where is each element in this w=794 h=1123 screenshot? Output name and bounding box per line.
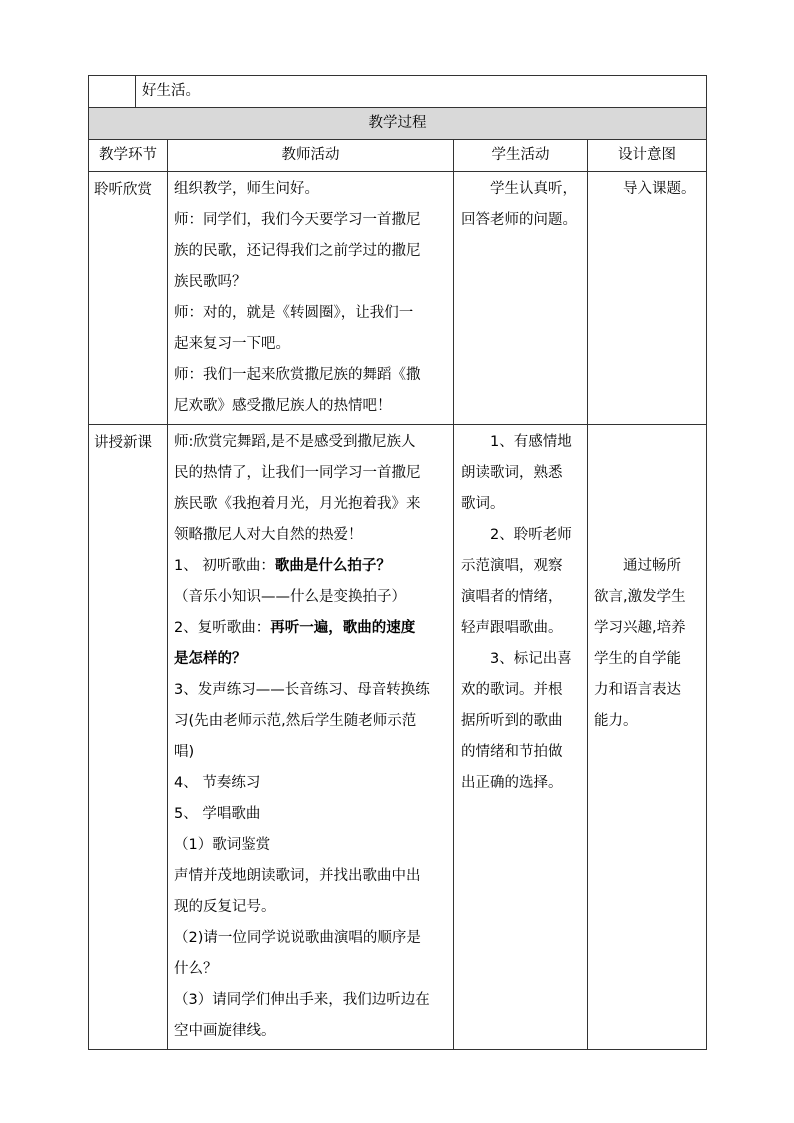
- text-line: 领略撒尼人对大自然的热爱！: [174, 527, 363, 543]
- student-activity-cell: [454, 172, 588, 425]
- text-line: 欲言,激发学生: [594, 589, 686, 605]
- section-title: 教学过程: [89, 108, 707, 140]
- text-line: 3、发声练习——长音练习、母音转换练: [174, 682, 430, 698]
- lesson-plan-table: [88, 75, 707, 1050]
- text-line: 唱): [174, 744, 195, 760]
- bold-question: 歌曲是什么拍子？: [274, 558, 391, 574]
- header-teacher: 教师活动: [168, 140, 454, 172]
- text-line: （音乐小知识——什么是变换拍子）: [174, 589, 406, 605]
- text-line: 轻声跟唱歌曲。: [461, 620, 563, 636]
- text-line: 尼欢歌》感受撒尼族人的热情吧！: [174, 398, 392, 414]
- text-line: 起来复习一下吧。: [174, 336, 290, 352]
- text-line: （1）歌词鉴赏: [174, 837, 271, 853]
- text-line: 学生的自学能: [594, 651, 681, 667]
- text-line: 的情绪和节拍做: [461, 744, 563, 760]
- section-header-row: [89, 108, 707, 140]
- text-line: 2、聆听老师: [490, 527, 572, 543]
- empty-label-cell: [89, 76, 136, 108]
- text-line: 导入课题。: [623, 181, 696, 197]
- text-line: 师:欣赏完舞蹈,是不是感受到撒尼族人: [174, 434, 416, 450]
- text-line: 现的反复记号。: [174, 899, 276, 915]
- text-line: （3）请同学们伸出手来，我们边听边在: [174, 992, 430, 1008]
- text-line: 5、 学唱歌曲: [174, 806, 261, 822]
- text-line: （2)请一位同学说说歌曲演唱的顺序是: [174, 930, 421, 946]
- text-line: 据所听到的歌曲: [461, 713, 563, 729]
- teacher-activity-cell: [168, 425, 454, 1050]
- text-line: [174, 551, 447, 582]
- text-line: 能力。: [594, 713, 638, 729]
- teacher-activity-cell: [168, 172, 454, 425]
- text-line: 族民歌吗？: [174, 274, 247, 290]
- text-line: 通过畅所: [623, 558, 681, 574]
- text-line: 演唱者的情绪，: [461, 589, 563, 605]
- header-design: 设计意图: [588, 140, 707, 172]
- text-line: 什么？: [174, 961, 218, 977]
- header-stage: 教学环节: [89, 140, 168, 172]
- text-line: 示范演唱，观察: [461, 558, 563, 574]
- text-line: 民的热情了，让我们一同学习一首撒尼: [174, 465, 421, 481]
- text-line: 空中画旋律线。: [174, 1023, 276, 1039]
- text-line: 学习兴趣,培养: [594, 620, 686, 636]
- text-line: 师：同学们，我们今天要学习一首撒尼: [174, 212, 421, 228]
- stage-cell: 讲授新课: [89, 425, 168, 1050]
- cell-spacer: [594, 427, 700, 551]
- table-row: [89, 172, 707, 425]
- column-header-row: [89, 140, 707, 172]
- text-line: 师：我们一起来欣赏撒尼族的舞蹈《撒: [174, 367, 421, 383]
- step-label: 2、复听歌曲：: [174, 620, 271, 636]
- text-line: 师：对的，就是《转圆圈》，让我们一: [174, 305, 414, 321]
- text-line: 学生认真听，: [490, 181, 577, 197]
- text-line: 朗读歌词，熟悉: [461, 465, 563, 481]
- text-line: 组织教学，师生问好。: [174, 181, 319, 197]
- text-line: 是怎样的？: [174, 651, 247, 667]
- bold-question: 再听一遍，歌曲的速度: [270, 620, 416, 636]
- text-line: 力和语言表达: [594, 682, 681, 698]
- text-line: 4、 节奏练习: [174, 775, 261, 791]
- student-activity-cell: [454, 425, 588, 1050]
- text-line: 习(先由老师示范,然后学生随老师示范: [174, 713, 417, 729]
- text-line: 歌词。: [461, 496, 505, 512]
- design-intent-cell: [588, 172, 707, 425]
- text-line: 声情并茂地朗读歌词，并找出歌曲中出: [174, 868, 421, 884]
- table-row-continuation: [89, 76, 707, 108]
- design-intent-cell: [588, 425, 707, 1050]
- text-line: 族民歌《我抱着月光，月光抱着我》来: [174, 496, 421, 512]
- text-line: 欢的歌词。并根: [461, 682, 563, 698]
- text-line: 回答老师的问题。: [461, 212, 577, 228]
- text-line: 1、有感情地: [490, 434, 572, 450]
- text-line: [174, 613, 447, 644]
- header-student: 学生活动: [454, 140, 588, 172]
- text-line: 3、标记出喜: [490, 651, 572, 667]
- text-line: 族的民歌，还记得我们之前学过的撒尼: [174, 243, 421, 259]
- table-row: [89, 425, 707, 1050]
- step-label: 1、 初听歌曲：: [174, 558, 275, 574]
- text-line: 出正确的选择。: [461, 775, 563, 791]
- continuation-text: 好生活。: [136, 76, 707, 108]
- stage-cell: 聆听欣赏: [89, 172, 168, 425]
